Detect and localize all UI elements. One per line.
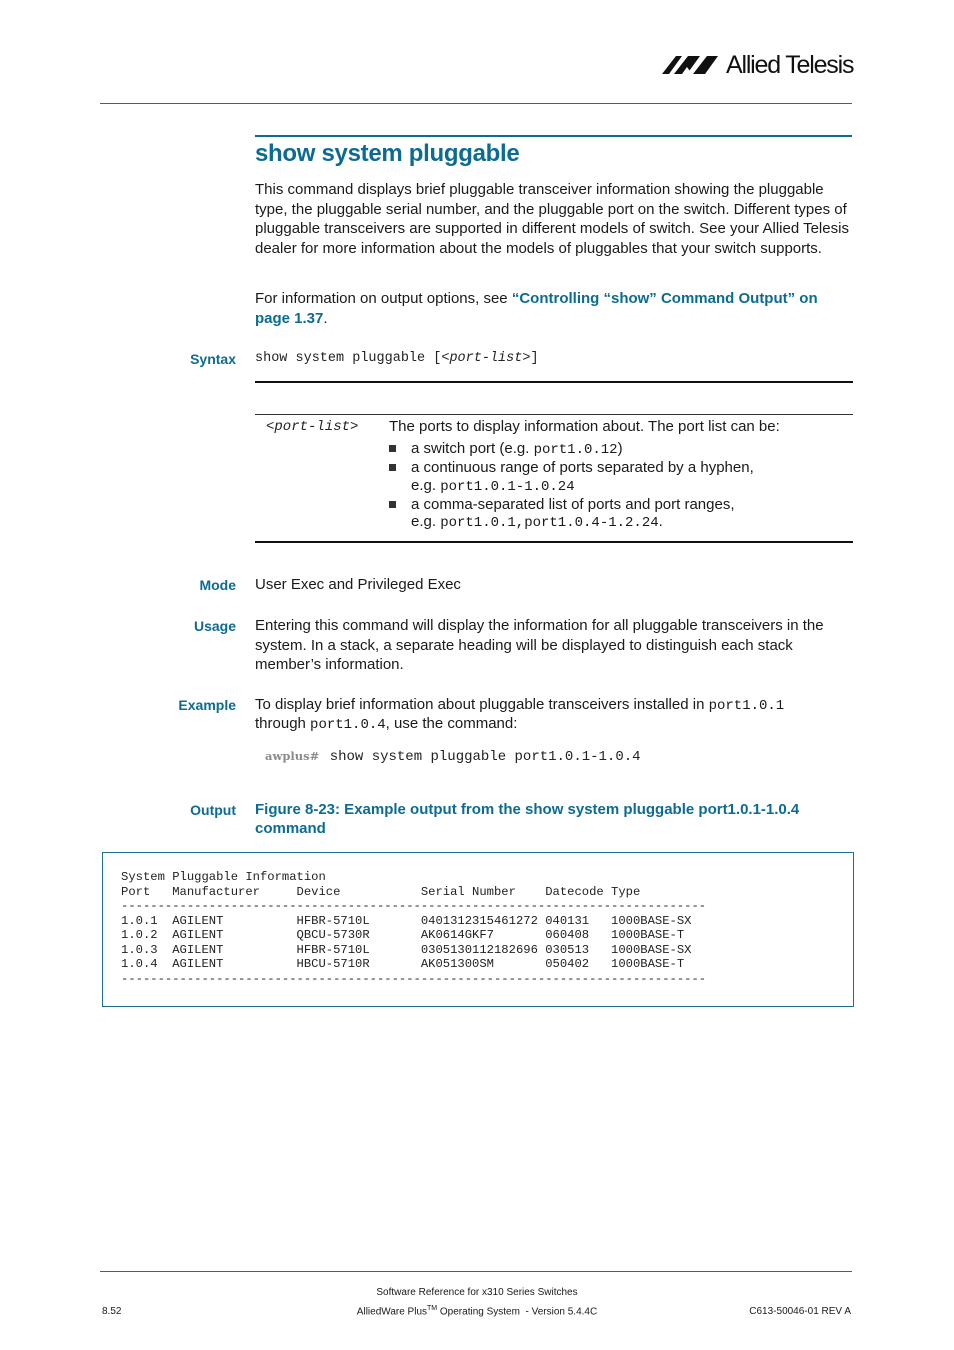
syntax-command [255, 351, 539, 366]
output-divider-bottom: -------------------------------------------------------------------------------- [121, 971, 707, 986]
figure-caption-line-2: command [255, 820, 326, 837]
mode-text: User Exec and Privileged Exec [255, 576, 461, 593]
logo-text: Allied Telesis [726, 51, 854, 79]
footer-tm: TM [427, 1305, 438, 1312]
bullet-icon [389, 501, 396, 508]
output-options-paragraph [255, 289, 852, 328]
cli-command: show system pluggable port1.0.1-1.0.4 [329, 749, 641, 765]
port-example-2: port1.0.1-1.0.24 [440, 479, 575, 495]
figure-caption [255, 800, 852, 838]
param-table-header-rule [255, 414, 853, 415]
title-rule [255, 135, 852, 137]
bullet-icon [389, 464, 396, 471]
example-line-1: To display brief information about pluggable transceivers installed in port1.0.1 [255, 696, 785, 714]
usage-text: Entering this command will display the information for all pluggable transceivers in the system. In a stack, a separate heading will be displayed to distinguish each stack member’s information. [255, 617, 824, 673]
output-row: 1.0.4 AGILENT HBCU-5710R AK051300SM 050402 1000BASE-T [121, 957, 685, 971]
example-port-start: port1.0.1 [708, 698, 785, 714]
output-row: 1.0.2 AGILENT QBCU-5730R AK0614GKF7 060408 1000BASE-T [121, 928, 685, 942]
param-table-top-rule [255, 381, 853, 383]
company-logo [660, 50, 855, 80]
output-divider-top: -------------------------------------------------------------------------------- [121, 899, 707, 913]
footer-reference: Software Reference for x310 Series Switches [376, 1287, 578, 1298]
footer-os: Operating System - Version 5.4.4C [437, 1306, 598, 1318]
mode-label: Mode [199, 577, 236, 593]
example-line-2: through port1.0.4, use the command: [255, 715, 518, 733]
param-bullet-3: a comma-separated list of ports and port ranges, [411, 496, 735, 513]
param-bullet-3-example: e.g. port1.0.1,port1.0.4-1.2.24. [411, 513, 663, 531]
example-command-line [265, 747, 641, 765]
cli-prompt: awplus# [265, 749, 320, 763]
output-row: 1.0.3 AGILENT HFBR-5710L 0305130112182696 030513 1000BASE-SX [121, 942, 692, 957]
output-heading: System Pluggable Information [121, 870, 326, 884]
output-box [102, 852, 854, 1007]
param-bullet-1: a switch port (e.g. port1.0.12) [411, 440, 623, 458]
example-port-end: port1.0.4 [310, 717, 386, 733]
footer-rule [100, 1271, 852, 1272]
port-example-3: port1.0.1,port1.0.4-1.2.24 [440, 515, 659, 531]
figure-caption-line-1: Figure 8-23: Example output from the show system pluggable port1.0.1-1.0.4 [255, 801, 800, 818]
param-bullet-2-example: e.g. port1.0.1-1.0.24 [411, 477, 575, 495]
footer-brand: AlliedWare Plus [356, 1306, 428, 1318]
param-description: The ports to display information about. The port list can be: [389, 418, 780, 435]
syntax-label: Syntax [190, 351, 236, 367]
output-row: 1.0.1 AGILENT HFBR-5710L 0401312315461272 040131 1000BASE-SX [121, 913, 692, 928]
output-label: Output [190, 802, 236, 818]
param-table-bottom-rule [255, 541, 853, 543]
syntax-param: port-list [449, 351, 523, 366]
syntax-cmd: show system pluggable [< [255, 351, 450, 366]
intro-paragraph: This command displays brief pluggable transceiver information showing the pluggable type, the pluggable serial number, and the pluggable port on the switch. Different types of pluggable transceivers are supported in different models of switch. See your Allied Telesis dealer for more information about the models of pluggables that your switch supports. [255, 181, 849, 257]
footer-doc-number: C613-50046-01 REV A [749, 1306, 851, 1317]
page-title: show system pluggable [255, 140, 520, 167]
output-options-prefix: For information on output options, see [255, 290, 512, 307]
output-content [121, 870, 706, 986]
syntax-close: >] [522, 351, 539, 366]
header-rule [100, 103, 852, 104]
bullet-icon [389, 445, 396, 452]
port-example-1: port1.0.12 [533, 442, 618, 458]
footer-page-number: 8.52 [102, 1306, 122, 1317]
param-bullet-2: a continuous range of ports separated by a hyphen, [411, 459, 754, 476]
output-options-suffix: . [323, 309, 328, 327]
param-name: <port-list> [266, 419, 359, 435]
example-label: Example [178, 697, 236, 713]
controlling-show-output-link[interactable]: “Controlling “show” Command Output” on page 1.37 [255, 290, 818, 327]
output-columns: Port Manufacturer Device Serial Number Datecode Type [121, 884, 641, 899]
usage-label: Usage [193, 618, 236, 634]
